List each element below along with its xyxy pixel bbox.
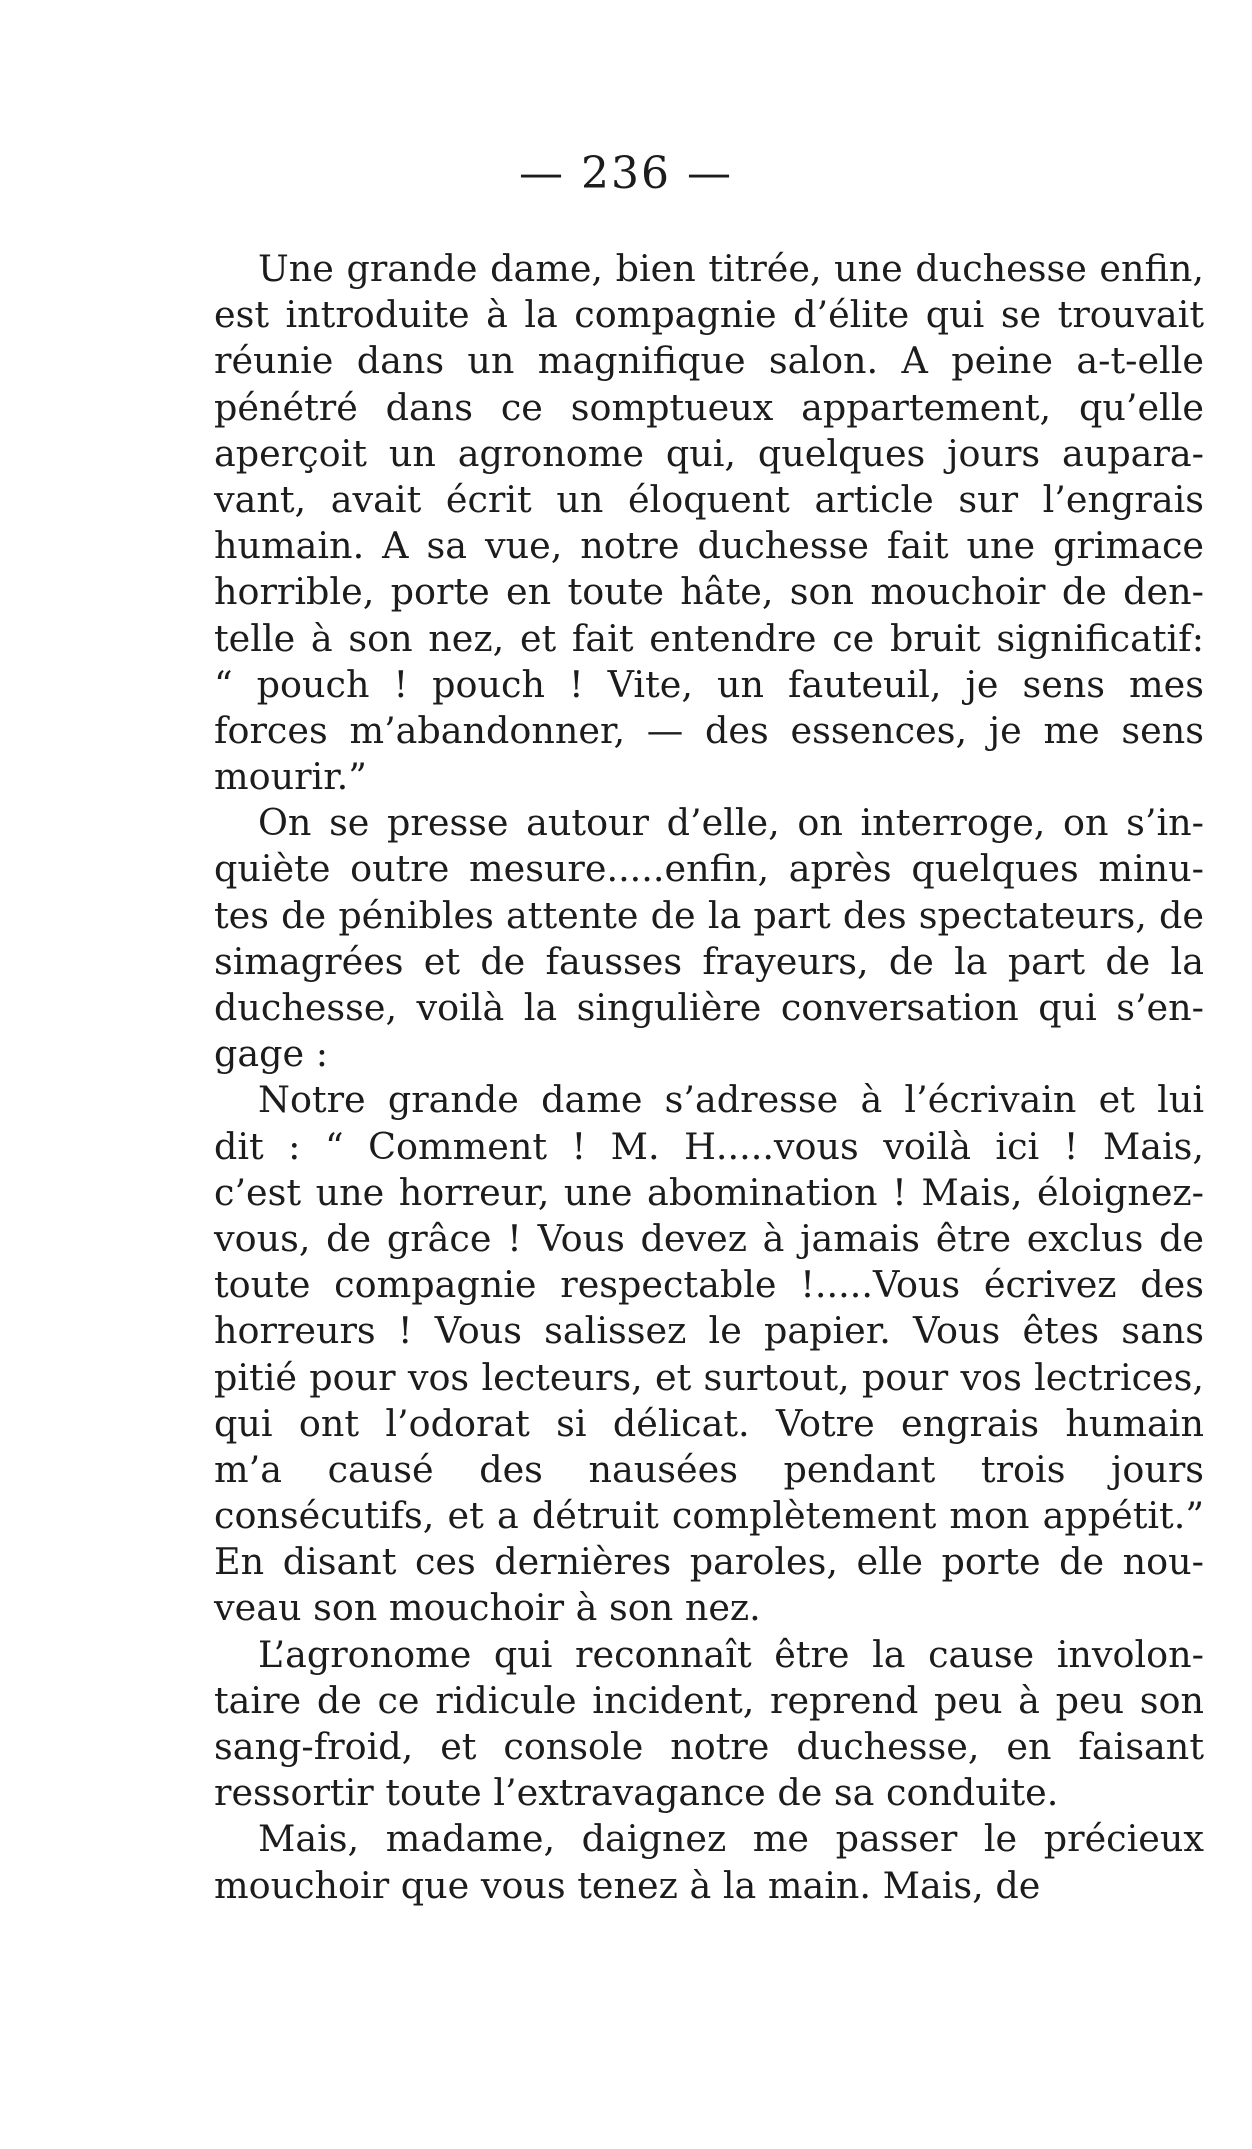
text-line: sang-froid, et console notre duchesse, en faisant	[214, 1725, 1204, 1768]
text-line: pitié pour vos lecteurs, et surtout, pour vos lectrices,	[214, 1355, 1204, 1399]
page-number: — 236 —	[519, 148, 733, 199]
text-line: humain. A sa vue, notre duchesse fait une grimace	[214, 524, 1204, 568]
text-line: qui ont l’odorat si délicat. Votre engrais humain	[214, 1401, 1204, 1445]
text-line: simagrées et de fausses frayeurs, de la part de la	[214, 939, 1204, 983]
text-line: tes de pénibles attente de la part des spectateurs, de	[214, 893, 1204, 937]
paragraph	[214, 800, 1204, 1077]
text-line: “ pouch ! pouch ! Vite, un fauteuil, je sens mes	[214, 662, 1204, 706]
text-line: c’est une horreur, une abomination ! Mais, éloignez-	[214, 1170, 1204, 1214]
text-line: pénétré dans ce somptueux appartement, qu’elle	[214, 385, 1204, 429]
text-line: Notre grande dame s’adresse à l’écrivain et lui	[258, 1078, 1204, 1122]
body-text	[214, 246, 1204, 1909]
text-line: consécutifs, et a détruit complètement mon appétit.”	[214, 1494, 1204, 1538]
text-line: forces m’abandonner, — des essences, je me sens	[214, 708, 1204, 752]
text-line: Mais, madame, daignez me passer le précieux	[258, 1817, 1204, 1861]
text-line: dit : “ Comment ! M. H.....vous voilà ici ! Mais,	[214, 1124, 1204, 1168]
paragraph	[214, 246, 1204, 800]
text-line: aperçoit un agronome qui, quelques jours aupara-	[214, 431, 1204, 475]
text-line: horreurs ! Vous salissez le papier. Vous êtes sans	[214, 1309, 1204, 1353]
text-line: On se presse autour d’elle, on interroge, on s’in-	[258, 801, 1204, 845]
text-line: L’agronome qui reconnaît être la cause involon-	[258, 1632, 1204, 1676]
paragraph	[214, 1077, 1204, 1631]
text-line: telle à son nez, et fait entendre ce bruit significatif:	[214, 616, 1204, 660]
paragraph	[214, 1632, 1204, 1817]
text-line: m’a causé des nausées pendant trois jours	[214, 1447, 1204, 1491]
text-line: Une grande dame, bien titrée, une duchesse enfin,	[258, 247, 1204, 290]
text-line: vant, avait écrit un éloquent article sur l’engrais	[214, 477, 1204, 521]
text-line: vous, de grâce ! Vous devez à jamais être exclus de	[214, 1216, 1204, 1260]
text-line: ressortir toute l’extravagance de sa conduite.	[214, 1771, 1059, 1815]
text-line: duchesse, voilà la singulière conversation qui s’en-	[214, 986, 1204, 1029]
text-line: toute compagnie respectable !.....Vous écrivez des	[214, 1263, 1204, 1307]
text-line: mourir.”	[214, 755, 367, 799]
text-line: quiète outre mesure.....enfin, après quelques minu-	[214, 847, 1204, 891]
text-line: En disant ces dernières paroles, elle porte de nou-	[214, 1540, 1204, 1584]
text-line: réunie dans un magnifique salon. A peine a-t-elle	[214, 339, 1204, 383]
paragraph	[214, 1816, 1204, 1908]
text-line: est introduite à la compagnie d’élite qui se trouvait	[214, 293, 1204, 337]
text-line: veau son mouchoir à son nez.	[214, 1586, 761, 1630]
text-line: horrible, porte en toute hâte, son mouchoir de den-	[214, 570, 1204, 614]
text-line: taire de ce ridicule incident, reprend peu à peu son	[214, 1678, 1204, 1722]
text-line: mouchoir que vous tenez à la main. Mais, de	[214, 1863, 1041, 1907]
text-line: gage :	[214, 1032, 328, 1076]
